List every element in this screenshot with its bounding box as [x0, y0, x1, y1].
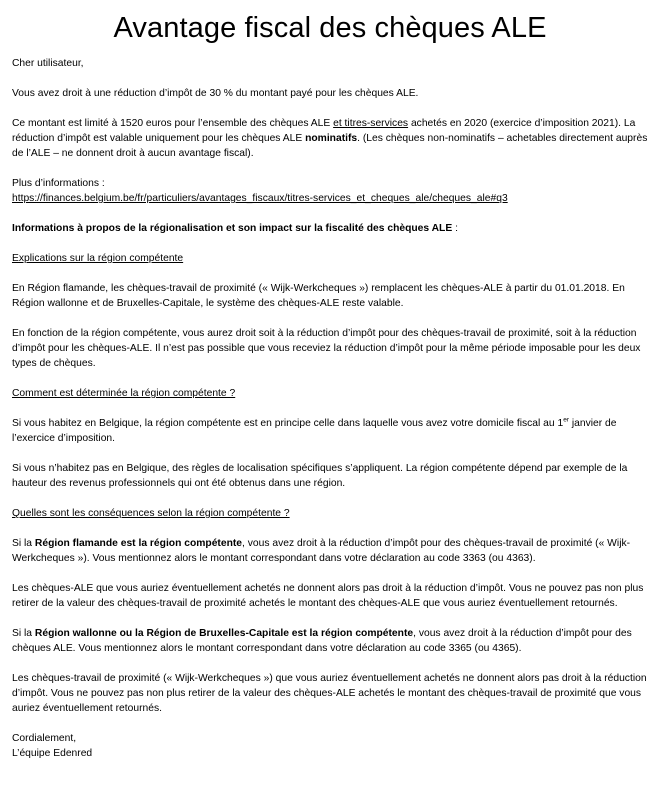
document-body: [12, 56, 648, 761]
si-flamande-bold: Région flamande est la région compétente: [34, 538, 243, 549]
closing: Cordialement,: [12, 733, 77, 744]
titres-services-link[interactable]: et titres-services: [333, 118, 409, 129]
heading-consequences: Quelles sont les conséquences selon la région compétente ?: [12, 508, 290, 519]
si-wallonne-bold: Région wallonne ou la Région de Bruxelles-Capitale est la région compétente: [34, 628, 414, 639]
page-title: Avantage fiscal des chèques ALE: [113, 12, 547, 44]
section-heading-text: Informations à propos de la régionalisation et son impact sur la fiscalité des chèques ALE: [12, 223, 453, 234]
more-info-link[interactable]: https://finances.belgium.be/fr/particuliers/avantages_fiscaux/titres-services_et_cheques_ale/cheques_ale#q3: [12, 193, 508, 204]
section-heading: [12, 221, 648, 236]
paragraph-habitez: [12, 416, 648, 446]
more-info-label: Plus d’informations :: [12, 178, 105, 189]
heading-explications: Explications sur la région compétente: [12, 253, 184, 264]
si-flamande-text-a: Si la: [12, 538, 35, 549]
paragraph-nhabitez: Si vous n’habitez pas en Belgique, des règles de localisation spécifiques s’appliquent. La région compétente dépend par exemple de la hauteur des revenus professionnels qui ont été obtenus dans une région.: [12, 463, 628, 489]
si-wallonne-text-b: , vous avez droit à la réduction d’impôt pour des chèques ALE. Vous mentionnez alors le montant correspondant dans votre déclaration au code 3365 (ou 4365).: [12, 628, 632, 654]
section-heading-suffix: :: [452, 223, 458, 234]
greeting: Cher utilisateur,: [12, 58, 84, 69]
paragraph-fonction: En fonction de la région compétente, vous aurez droit soit à la réduction d’impôt pour des chèques-travail de proximité, soit à la réduction d’impôt pour les chèques-ALE. Il n’est pas possible que vous receviez la réduction d’impôt pour la même période imposable pour les deux types de chèques.: [12, 328, 641, 369]
signature: L’équipe Edenred: [12, 748, 93, 759]
paragraph-si-flamande: [12, 536, 648, 566]
paragraph-tax-reduction: Vous avez droit à une réduction d’impôt de 30 % du montant payé pour les chèques ALE.: [12, 88, 419, 99]
limit-text-a: Ce montant est limité à 1520 euros pour l’ensemble des chèques ALE: [12, 118, 334, 129]
paragraph-cheques-travail: Les chèques-travail de proximité (« Wijk-Werkcheques ») que vous auriez éventuellement achetés ne donnent alors pas droit à la réduction d’impôt. Vous ne pouvez pas non plus retirer de la valeur des chèques-ALE achetés le montant des chèques-travail de proximité que vous auriez éventuellement retournés.: [12, 673, 647, 714]
heading-comment: Comment est déterminée la région compétente ?: [12, 388, 236, 399]
si-wallonne-text-a: Si la: [12, 628, 35, 639]
limit-text-b: achetés en 2020 (exercice d’imposition 2021). La réduction d’impôt est valable uniquement pour les chèques ALE: [12, 118, 636, 144]
habitez-text-b: janvier de l’exercice d’imposition.: [12, 418, 617, 444]
paragraph-flamande: En Région flamande, les chèques-travail de proximité (« Wijk-Werkcheques ») remplacent les chèques-ALE à partir du 01.01.2018. En Région wallonne et de Bruxelles-Capitale, le système des chèques-ALE reste valable.: [12, 283, 625, 309]
paragraph-si-wallonne: [12, 626, 648, 656]
paragraph-limit: [12, 116, 648, 161]
limit-text-c: . (Les chèques non-nominatifs – achetables directement auprès de l’ALE – ne donnent droit à aucun avantage fiscal).: [12, 133, 648, 159]
si-flamande-text-b: , vous avez droit à la réduction d’impôt pour des chèques-travail de proximité (« Wijk-Werkcheques »). Vous mentionnez alors le montant correspondant dans votre déclaration au code 3363 (ou 4363).: [12, 538, 631, 564]
nominatifs-bold: nominatifs: [305, 133, 358, 144]
paragraph-cheques-ale: Les chèques-ALE que vous auriez éventuellement achetés ne donnent alors pas droit à la réduction d’impôt. Vous ne pouvez pas non plus retirer de la valeur des chèques-travail de proximité achetés le montant des chèques-ALE que vous auriez éventuellement retournés.: [12, 583, 644, 609]
habitez-text-a: Si vous habitez en Belgique, la région compétente est en principe celle dans laquelle vous avez votre domicile fiscal au 1: [12, 418, 564, 429]
habitez-superscript: er: [563, 416, 569, 424]
